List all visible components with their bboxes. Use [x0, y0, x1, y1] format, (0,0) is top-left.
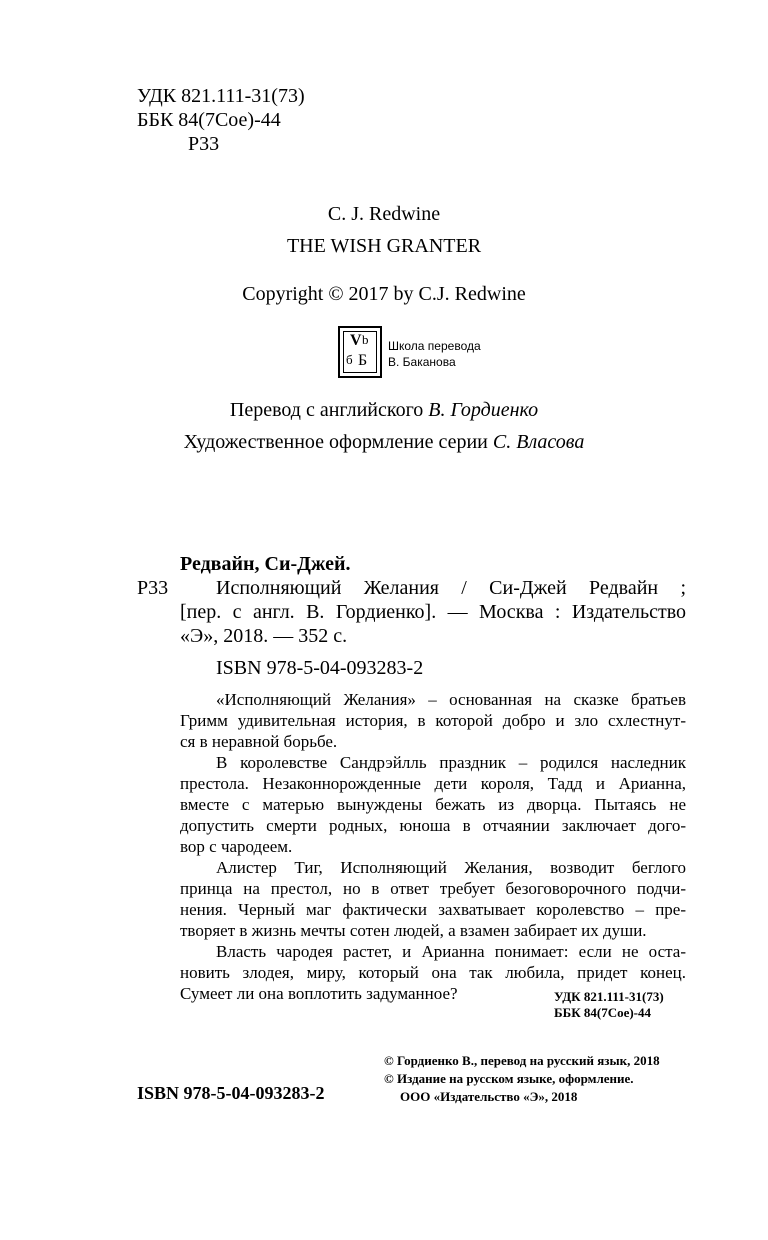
biblio-line: «Э», 2018. — 352 с.	[180, 625, 348, 647]
footer-isbn: ISBN 978-5-04-093283-2	[137, 1083, 325, 1103]
biblio-description	[180, 576, 686, 648]
annotation-paragraph	[180, 752, 686, 857]
annotation-line: «Исполняющий Желания» – основанная на сказке братьев	[216, 690, 686, 709]
annotation-line: допустить смерти родных, юноша в отчаянии заключает дого-	[180, 816, 686, 835]
original-title: THE WISH GRANTER	[286, 235, 482, 257]
translator-name: В. Гордиенко	[428, 399, 539, 421]
logo-text-line1: Школа перевода	[388, 339, 481, 353]
biblio-code: Р33	[137, 577, 169, 599]
logo-text-line2: В. Баканова	[388, 355, 456, 369]
annotation-bbk: ББК 84(7Сое)-44	[554, 1005, 652, 1020]
translation-school-logo	[338, 326, 382, 378]
logo-monogram: V b б Б	[343, 331, 377, 373]
designer-name: С. Власова	[492, 431, 585, 453]
biblio-line: Исполняющий Желания / Си-Джей Редвайн ;	[216, 577, 686, 599]
design-credit-prefix: Художественное оформление серии	[183, 431, 493, 453]
annotation-paragraph	[180, 857, 686, 941]
annotation-line: нения. Черный маг фактически захватывает королевство – пре-	[180, 900, 686, 919]
translation-credit	[0, 398, 768, 422]
publisher-copyright: ООО «Издательство «Э», 2018	[400, 1089, 578, 1104]
annotation-line: престола. Незаконнорожденные дети короля, Тадд и Арианна,	[180, 774, 686, 793]
udk-code: УДК 821.111-31(73)	[137, 85, 305, 107]
annotation-line: вместе с матерью вынуждены бежать из дворца. Пытаясь не	[180, 795, 686, 814]
annotation-line: принца на престол, но в ответ требует безоговорочного подчи-	[180, 879, 686, 898]
biblio-isbn: ISBN 978-5-04-093283-2	[216, 657, 424, 679]
annotation-line: Сумеет ли она воплотить задуманное?	[180, 984, 458, 1003]
annotation-line: новить злодея, миру, который она так любила, придет конец.	[180, 963, 686, 982]
annotation-paragraph	[180, 689, 686, 752]
annotation-line: Власть чародея растет, и Арианна понимает: если не оста-	[216, 942, 686, 961]
original-author: C. J. Redwine	[327, 203, 441, 225]
annotation-line: Гримм удивительная история, в которой добро и зло схлестнут-	[180, 711, 686, 730]
copyright-original: Copyright © 2017 by C.J. Redwine	[242, 283, 526, 305]
copyright-translation: © Гордиенко В., перевод на русский язык, 2018	[384, 1053, 660, 1068]
annotation-line: вор с чародеем.	[180, 837, 293, 856]
annotation	[180, 689, 686, 1004]
translation-credit-prefix: Перевод с английского	[229, 399, 429, 421]
annotation-line: творяет в жизнь мечты сотен людей, а взамен забирает их души.	[180, 921, 647, 940]
design-credit	[0, 430, 768, 454]
bbk-code: ББК 84(7Сое)-44	[137, 109, 281, 131]
annotation-line: ся в неравной борьбе.	[180, 732, 338, 751]
annotation-udk: УДК 821.111-31(73)	[554, 989, 664, 1004]
biblio-line: [пер. с англ. В. Гордиенко]. — Москва : Издательство	[180, 601, 686, 623]
copyright-edition: © Издание на русском языке, оформление.	[384, 1071, 634, 1086]
annotation-line: В королевстве Сандрэйлль праздник – родился наследник	[216, 753, 686, 772]
biblio-author-heading: Редвайн, Си-Джей.	[180, 553, 351, 575]
annotation-line: Алистер Тиг, Исполняющий Желания, возводит беглого	[216, 858, 686, 877]
author-mark: Р33	[188, 133, 220, 155]
